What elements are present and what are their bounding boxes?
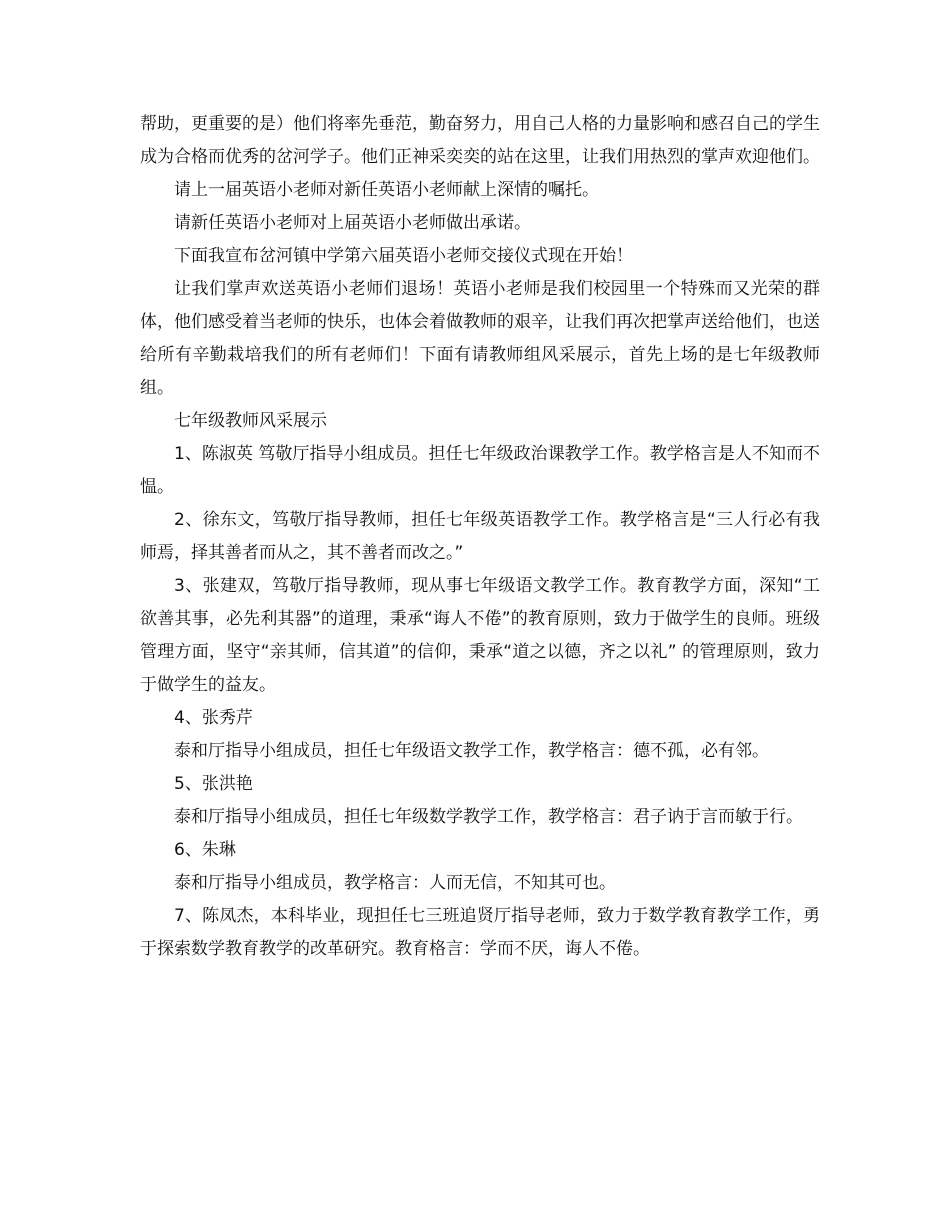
teacher-name-4: 4、张秀芹	[174, 708, 253, 728]
section-heading: 七年级教师风采展示	[174, 411, 327, 431]
paragraph-ceremony-start: 下面我宣布岔河镇中学第六届英语小老师交接仪式现在开始！	[174, 246, 633, 266]
teacher-detail-5: 泰和厅指导小组成员，担任七年级数学教学工作，教学格言：君子讷于言而敏于行。	[174, 807, 803, 827]
teacher-entry-1: 1、陈淑英 笃敬厅指导小组成员。担任七年级政治课教学工作。教学格言是人不知而不愠。	[140, 444, 820, 497]
paragraph-intro-continued: 帮助，更重要的是）他们将率先垂范，勤奋努力，用自己人格的力量影响和感召自己的学生成为合格而优秀的岔河学子。他们正神采奕奕的站在这里，让我们用热烈的掌声欢迎他们。	[140, 114, 820, 167]
teacher-entry-2: 2、徐东文，笃敬厅指导教师，担任七年级英语教学工作。教学格言是“三人行必有我师焉，择其善者而从之，其不善者而改之。”	[140, 510, 820, 563]
teacher-name-6: 6、朱琳	[174, 840, 236, 860]
teacher-name-5: 5、张洪艳	[174, 774, 253, 794]
teacher-entry-7: 7、陈凤杰，本科毕业，现担任七三班追贤厅指导老师，致力于数学教育教学工作，勇于探索数学教育教学的改革研究。教育格言：学而不厌，诲人不倦。	[140, 906, 820, 959]
teacher-detail-4: 泰和厅指导小组成员，担任七年级语文教学工作，教学格言：德不孤，必有邻。	[174, 741, 769, 761]
paragraph-entrustment: 请上一届英语小老师对新任英语小老师献上深情的嘱托。	[174, 180, 599, 200]
teacher-detail-6: 泰和厅指导小组成员，教学格言：人而无信，不知其可也。	[174, 873, 616, 893]
document-body	[140, 108, 820, 966]
paragraph-promise: 请新任英语小老师对上届英语小老师做出承诺。	[174, 213, 531, 233]
teacher-entry-3: 3、张建双，笃敬厅指导教师，现从事七年级语文教学工作。教育教学方面，深知“工欲善其事，必先利其器”的道理，秉承“诲人不倦”的教育原则，致力于做学生的良师。班级管理方面，坚守“亲其师，信其道”的信仰，秉承“道之以德，齐之以礼” 的管理原则，致力于做学生的益友。	[140, 576, 820, 695]
paragraph-farewell: 让我们掌声欢送英语小老师们退场！英语小老师是我们校园里一个特殊而又光荣的群体，他们感受着当老师的快乐，也体会着做教师的艰辛，让我们再次把掌声送给他们，也送给所有辛勤栽培我们的所有老师们！下面有请教师组风采展示，首先上场的是七年级教师组。	[140, 279, 820, 398]
